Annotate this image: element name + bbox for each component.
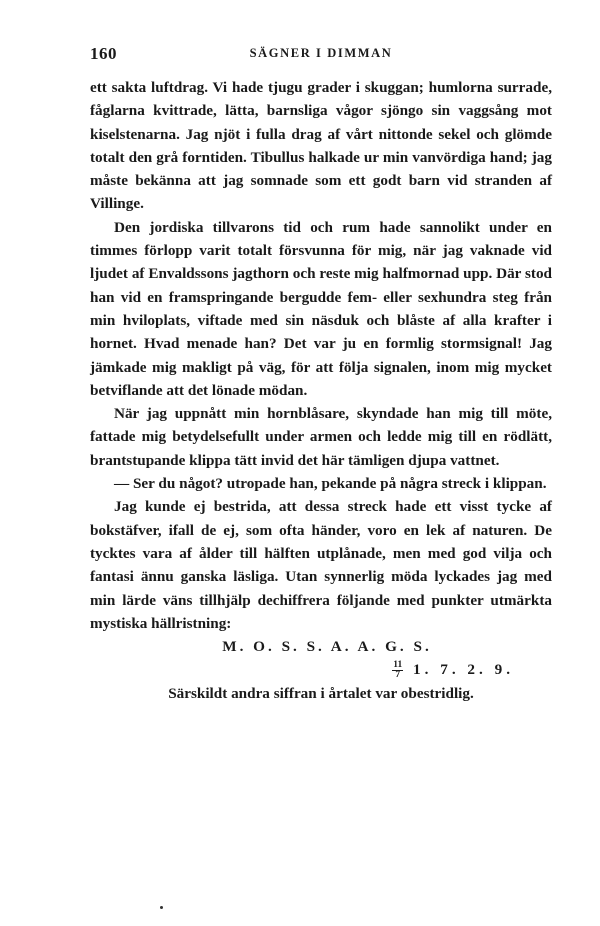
inscription-fraction <box>392 661 403 680</box>
inscription-letters: M. O. S. S. A. A. G. S. <box>222 638 432 656</box>
closing-line: Särskildt andra siffran i årtalet var obestridlig. <box>168 684 474 702</box>
paragraph-4: — Ser du något? utropade han, pekande på några streck i klippan. <box>114 475 547 493</box>
paragraph-3: När jag uppnått min hornblåsare, skyndade han mig till möte, fattade mig betydelsefullt under armen och ledde mig till en rödlätt, brantstupande klippa tätt invid det här tämligen djupa vattnet. <box>90 405 552 469</box>
paragraph-1: ett sakta luftdrag. Vi hade tjugu grader i skuggan; humlorna surrade, fåglarna kvittrade, lätta, barnsliga vågor sjöngo sin vaggsång mot kiselstenarna. Jag njöt i fulla drag af vårt nittonde sekel och glömde totalt den grå forntiden. Tibullus halkade ur min vanvördiga hand; jag måste bekänna att jag somnade som ett godt barn vid stranden af Villinge. <box>90 79 552 213</box>
running-title: SÄGNER I DIMMAN <box>249 46 393 60</box>
page-header <box>90 44 552 66</box>
print-speck <box>160 906 163 909</box>
page-number: 160 <box>90 44 117 63</box>
paragraph-5: Jag kunde ej bestrida, att dessa streck hade ett visst tycke af bokstäfver, ifall de ej, som ofta händer, voro en lek af naturen. De tycktes vara af ålder till hälften utplånade, men med god vilja och fantasi ännu ganska läsliga. Utan synnerlig möda lyckades jag med min lärde väns tillhjälp dechiffrera följande med punkter utmärkta mystiska hällristning: <box>90 498 552 632</box>
fraction-denominator: 7 <box>395 670 401 681</box>
inscription-numbers <box>90 658 552 681</box>
paragraph-2: Den jordiska tillvarons tid och rum hade sannolikt under en timmes förlopp varit totalt försvunna för mig, när jag vaknade vid ljudet af Envaldssons jagthorn och reste mig halfmornad upp. Där stod han vid en framspringande bergudde fem- eller sexhundra steg från min hviloplats, viftade med sin näsduk och blåste af alla krafter i hornet. Hvad menade han? Det var ju en formlig stormsignal! Jag jämkade mig makligt på väg, för att följa signalen, inom mig mycket betviflande att det lönade mödan. <box>90 218 552 399</box>
body-text <box>90 76 552 705</box>
fraction-numerator: 11 <box>393 660 403 671</box>
inscription-digits: 1. 7. 2. 9. <box>413 661 514 679</box>
